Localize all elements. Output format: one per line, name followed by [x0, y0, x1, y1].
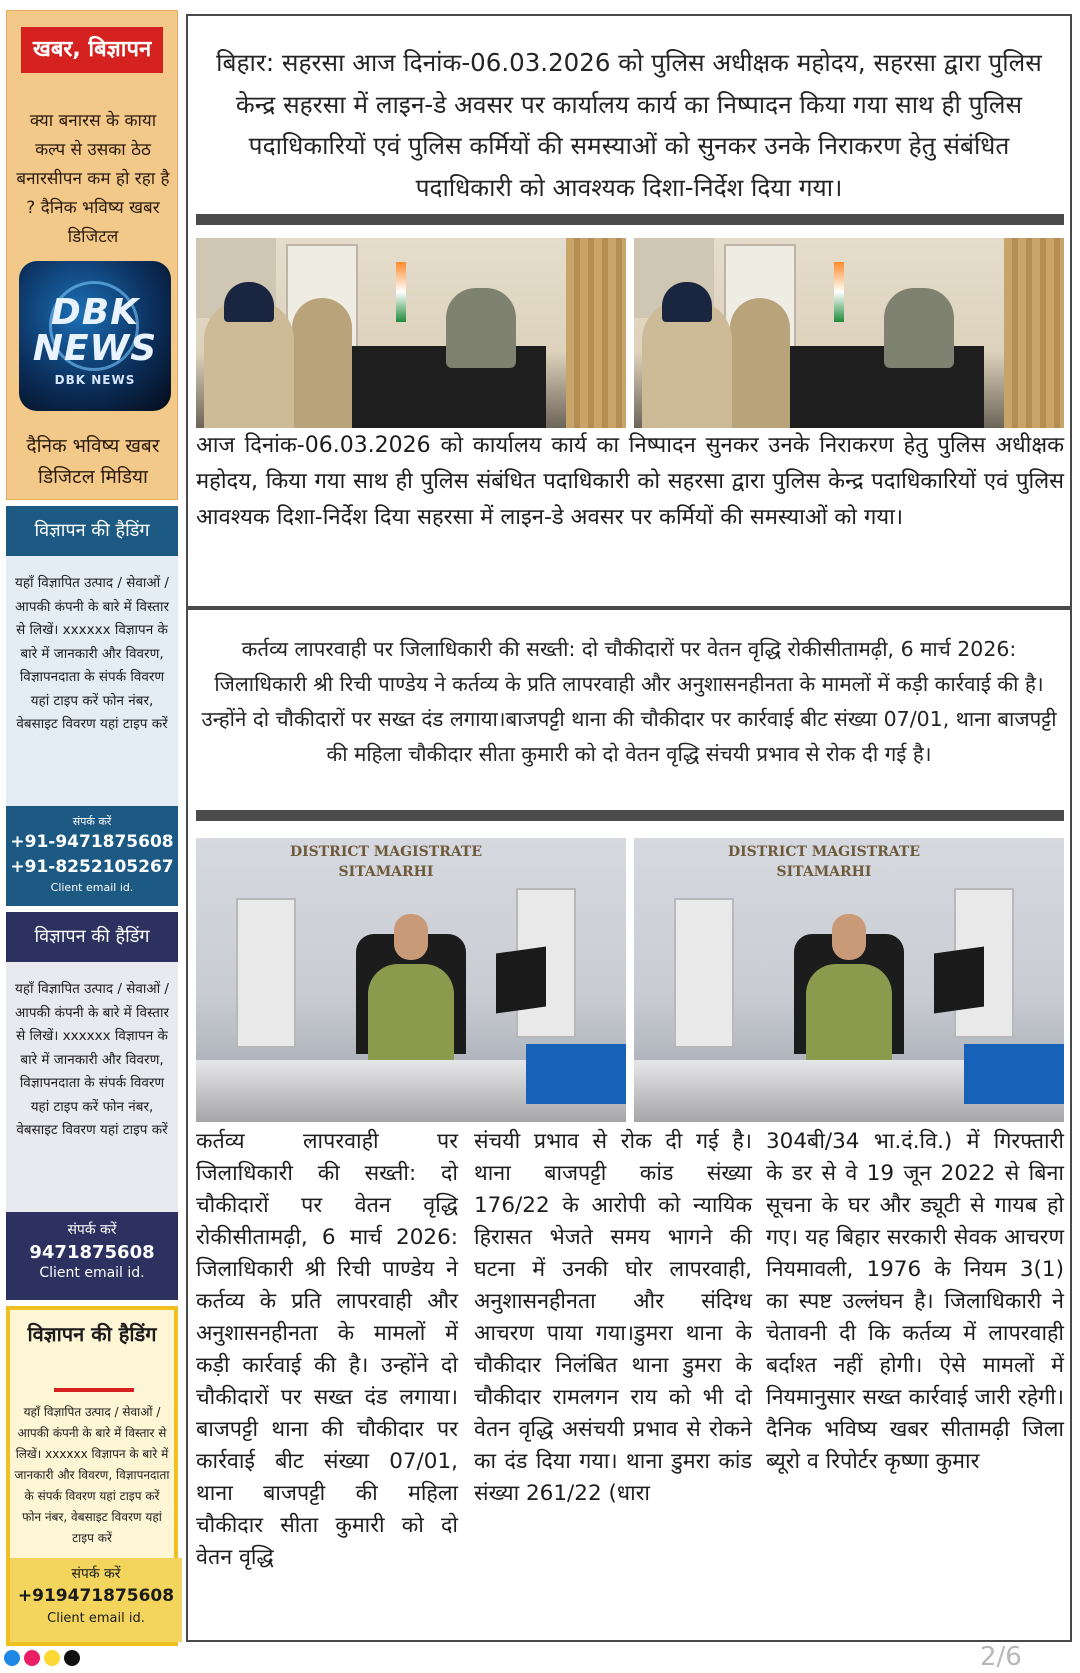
ad-contact: [6, 1212, 178, 1300]
article-headline: बिहार: सहरसा आज दिनांक-06.03.2026 को पुलिस अधीक्षक महोदय, सहरसा द्वारा पुलिस केन्द्र सहरसा में लाइन-डे अवसर पर कार्यालय कार्य का निष्पादन किया गया साथ ही पुलिस पदाधिकारियों एवं पुलिस कर्मियों की समस्याओं को सुनकर उनके निराकरण हेतु संबंधित पदाधिकारी को आवश्यक दिशा-निर्देश दिया गया।: [216, 48, 1042, 202]
ad-heading: विज्ञापन की हैडिंग: [6, 912, 178, 962]
ad-heading: विज्ञापन की हैडिंग: [27, 1322, 157, 1346]
color-dot: [64, 1650, 80, 1666]
article-column-1: कर्तव्य लापरवाही पर जिलाधिकारी की सख्ती: दो चौकीदारों पर वेतन वृद्धि रोकीसीतामढ़ी, 6 मार्च 2026: जिलाधिकारी श्री रिची पाण्डेय ने कर्तव्य के प्रति लापरवाही और अनुशासनहीनता के मामलों में कड़ी कार्रवाई की है। उन्होंने दो चौकीदारों पर सख्त दंड लगाया।बाजपट्टी थाना की चौकीदार पर कार्रवाई बीट संख्या 07/01, थाना बाजपट्टी की महिला चौकीदार सीता कुमारी को दो वेतन वृद्धि: [196, 1129, 458, 1570]
ad-footer: दैनिक भविष्य खबर डिजिटल मिडिया: [26, 435, 160, 488]
ad-block-3[interactable]: [6, 912, 178, 1300]
logo-caption: DBK NEWS: [54, 373, 136, 387]
ad-contact: [10, 1558, 182, 1642]
color-dot: [24, 1650, 40, 1666]
ad-title: खबर, बिज्ञापन: [21, 27, 163, 73]
contact-label: संपर्क करें: [71, 1566, 121, 1582]
color-dot: [4, 1650, 20, 1666]
article-sitamarhi-dm: [186, 608, 1072, 1642]
color-dot: [44, 1650, 60, 1666]
divider-rule: [196, 810, 1064, 821]
ad-body: यहाँ विज्ञापित उत्पाद / सेवाओं / आपकी कंपनी के बारे में विस्तार से लिखें। xxxxxx विज्ञापन के बारे में जानकारी और विवरण, विज्ञापनदाता के संपर्क विवरण यहां टाइप करें फोन नंबर, वेबसाइट विवरण यहां टाइप करें: [15, 981, 169, 1138]
news-photo-police-office[interactable]: [634, 238, 1064, 428]
sign-line-2: SITAMARHI: [338, 864, 434, 880]
article-column-3: 304बी/34 भा.दं.वि.) में गिरफ्तारी के डर से वे 19 जून 2022 से बिना सूचना के घर और ड्यूटी से गायब हो गए। यह बिहार सरकारी सेवक आचरण नियमावली, 1976 के नियम 3(1) का स्पष्ट उल्लंघन है। जिलाधिकारी ने चेतावनी दी कि कर्तव्य में लापरवाही बर्दाश्त नहीं होगी। ऐसे मामलों में नियमानुसार सख्त कार्रवाई जारी रहेगी। दैनिक भविष्य खबर सीतामढ़ी जिला ब्यूरो व रिपोर्टर कृष्णा कुमार: [766, 1129, 1064, 1474]
contact-email[interactable]: Client email id.: [39, 1265, 145, 1281]
page-number: 2/6: [980, 1642, 1022, 1672]
news-photo-district-magistrate[interactable]: [196, 838, 626, 1122]
contact-phone-1[interactable]: +91-9471875608: [10, 832, 174, 852]
news-photo-district-magistrate[interactable]: [634, 838, 1064, 1122]
sign-line-2: SITAMARHI: [776, 864, 872, 880]
photo-sign-text: [286, 842, 486, 882]
ad-sidebar: [6, 10, 178, 1650]
article-column-2: संचयी प्रभाव से रोक दी गई है। थाना बाजपट्टी कांड संख्या 176/22 के आरोपी को न्यायिक हिरासत भेजते समय भागने की घटना में उनकी घोर लापरवाही, अनुशासनहीनता और संदिग्ध आचरण पाया गया।डुमरा थाना के चौकीदार निलंबित थाना डुमरा के चौकीदार रामलगन राय को भी दो वेतन वृद्धि असंचयी प्रभाव से रोकने का दंड दिया गया। थाना डुमरा कांड संख्या 261/22 (धारा: [474, 1129, 752, 1506]
photo-sign-text: [724, 842, 924, 882]
ad-heading: विज्ञापन की हैडिंग: [6, 506, 178, 556]
ad-block-4[interactable]: [6, 1306, 178, 1646]
article-body: आज दिनांक-06.03.2026 को कार्यालय कार्य का निष्पादन सुनकर उनके निराकरण हेतु पुलिस अधीक्षक महोदय, किया गया साथ ही पुलिस संबंधित पदाधिकारी को सहरसा द्वारा पुलिस केन्द्र पदाधिकारियों एवं पुलिस आवश्यक दिशा-निर्देश दिया सहरसा में लाइन-डे अवसर पर कर्मियों की समस्याओं को गया।: [196, 433, 1064, 530]
contact-label: संपर्क करें: [72, 815, 112, 828]
color-dots: [4, 1650, 84, 1666]
contact-email[interactable]: Client email id.: [47, 1611, 145, 1626]
heading-underline: [54, 1388, 134, 1392]
dbk-news-logo[interactable]: [19, 261, 171, 411]
ad-body: यहाँ विज्ञापित उत्पाद / सेवाओं / आपकी कंपनी के बारे में विस्तार से लिखें। xxxxxx विज्ञापन के बारे में जानकारी और विवरण, विज्ञापनदाता के संपर्क विवरण यहां टाइप करें फोन नंबर, वेबसाइट विवरण यहां टाइप करें: [14, 1405, 170, 1545]
sign-line-1: DISTRICT MAGISTRATE: [289, 844, 483, 860]
contact-phone[interactable]: 9471875608: [29, 1242, 155, 1263]
ad-body: यहाँ विज्ञापित उत्पाद / सेवाओं / आपकी कंपनी के बारे में विस्तार से लिखें। xxxxxx विज्ञापन के बारे में जानकारी और विवरण, विज्ञापनदाता के संपर्क विवरण यहां टाइप करें फोन नंबर, वेबसाइट विवरण यहां टाइप करें: [15, 575, 169, 732]
ad-dbk-news[interactable]: [6, 10, 178, 500]
contact-label: संपर्क करें: [67, 1222, 117, 1238]
logo-main-text: DBK NEWS: [32, 292, 158, 369]
contact-email[interactable]: Client email id.: [50, 881, 134, 894]
article-saharsa-police: [186, 14, 1072, 608]
ad-block-2[interactable]: [6, 506, 178, 906]
ad-text: क्या बनारस के काया कल्प से उसका ठेठ बनारसीपन कम हो रहा है ? दैनिक भविष्य खबर डिजिटल: [16, 111, 170, 247]
article-headline: कर्तव्य लापरवाही पर जिलाधिकारी की सख्ती: दो चौकीदारों पर वेतन वृद्धि रोकीसीतामढ़ी, 6 मार्च 2026: जिलाधिकारी श्री रिची पाण्डेय ने कर्तव्य के प्रति लापरवाही और अनुशासनहीनता के मामलों में कड़ी कार्रवाई की है। उन्होंने दो चौकीदारों पर सख्त दंड लगाया।बाजपट्टी थाना की चौकीदार पर कार्रवाई बीट संख्या 07/01, थाना बाजपट्टी की महिला चौकीदार सीता कुमारी को दो वेतन वृद्धि संचयी प्रभाव से रोक दी गई है।: [201, 637, 1057, 766]
contact-phone-2[interactable]: +91-8252105267: [10, 857, 174, 877]
ad-contact: [6, 806, 178, 906]
news-photo-police-office[interactable]: [196, 238, 626, 428]
divider-rule: [196, 214, 1064, 225]
sign-line-1: DISTRICT MAGISTRATE: [727, 844, 921, 860]
contact-phone[interactable]: +919471875608: [17, 1586, 175, 1606]
